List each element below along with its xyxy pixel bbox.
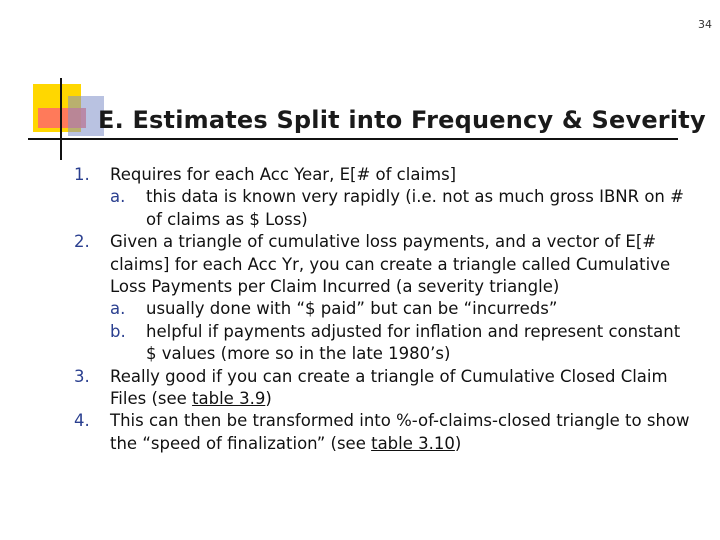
title-decoration-vertical-line (60, 78, 62, 160)
slide-title: E. Estimates Split into Frequency & Severity (98, 106, 706, 134)
list-number: 3. (74, 366, 90, 386)
list-item-text-after: ) (265, 389, 272, 409)
list-number: 2. (74, 232, 90, 252)
list-item-text-before: This can then be transformed into %-of-claims-closed triangle to show the “speed of finalization” (see (110, 411, 690, 453)
list-number: 1. (74, 165, 90, 184)
sub-item-2a (74, 298, 694, 320)
slide-content (74, 164, 694, 455)
table-reference-link[interactable]: table 3.10 (371, 433, 455, 453)
sub-letter: b. (110, 321, 126, 341)
sub-item-text: usually done with “$ paid” but can be “incurreds” (146, 299, 558, 319)
sub-item-2b (74, 321, 694, 366)
list-item-text: Requires for each Acc Year, E[# of claims] (110, 165, 457, 184)
page-number: 34 (698, 18, 712, 31)
list-item-text (110, 410, 694, 455)
title-underline (28, 138, 678, 140)
list-item-text: Given a triangle of cumulative loss payments, and a vector of E[# claims] for each Acc Yr, you can create a triangle called Cumulative Loss Payments per Claim Incurred (a severity triangle) (110, 232, 671, 297)
table-reference-link[interactable]: table 3.9 (192, 389, 266, 409)
sub-item-text: this data is known very rapidly (i.e. not as much gross IBNR on # of claims as $ Loss) (146, 187, 684, 229)
list-item-text (110, 366, 694, 411)
list-item-3 (74, 366, 694, 411)
sub-item-text: helpful if payments adjusted for inflation and represent constant $ values (more so in the late 1980’s) (146, 321, 681, 364)
sub-letter: a. (110, 187, 126, 207)
list-item-1 (74, 164, 694, 186)
sub-letter: a. (110, 299, 126, 319)
list-item-4 (74, 410, 694, 455)
list-item-2 (74, 231, 694, 298)
list-item-text-before: Really good if you can create a triangle of Cumulative Closed Claim Files (see (110, 366, 668, 409)
sub-item-1a (74, 186, 694, 231)
list-item-text-after: ) (454, 433, 462, 453)
list-number: 4. (74, 411, 90, 431)
